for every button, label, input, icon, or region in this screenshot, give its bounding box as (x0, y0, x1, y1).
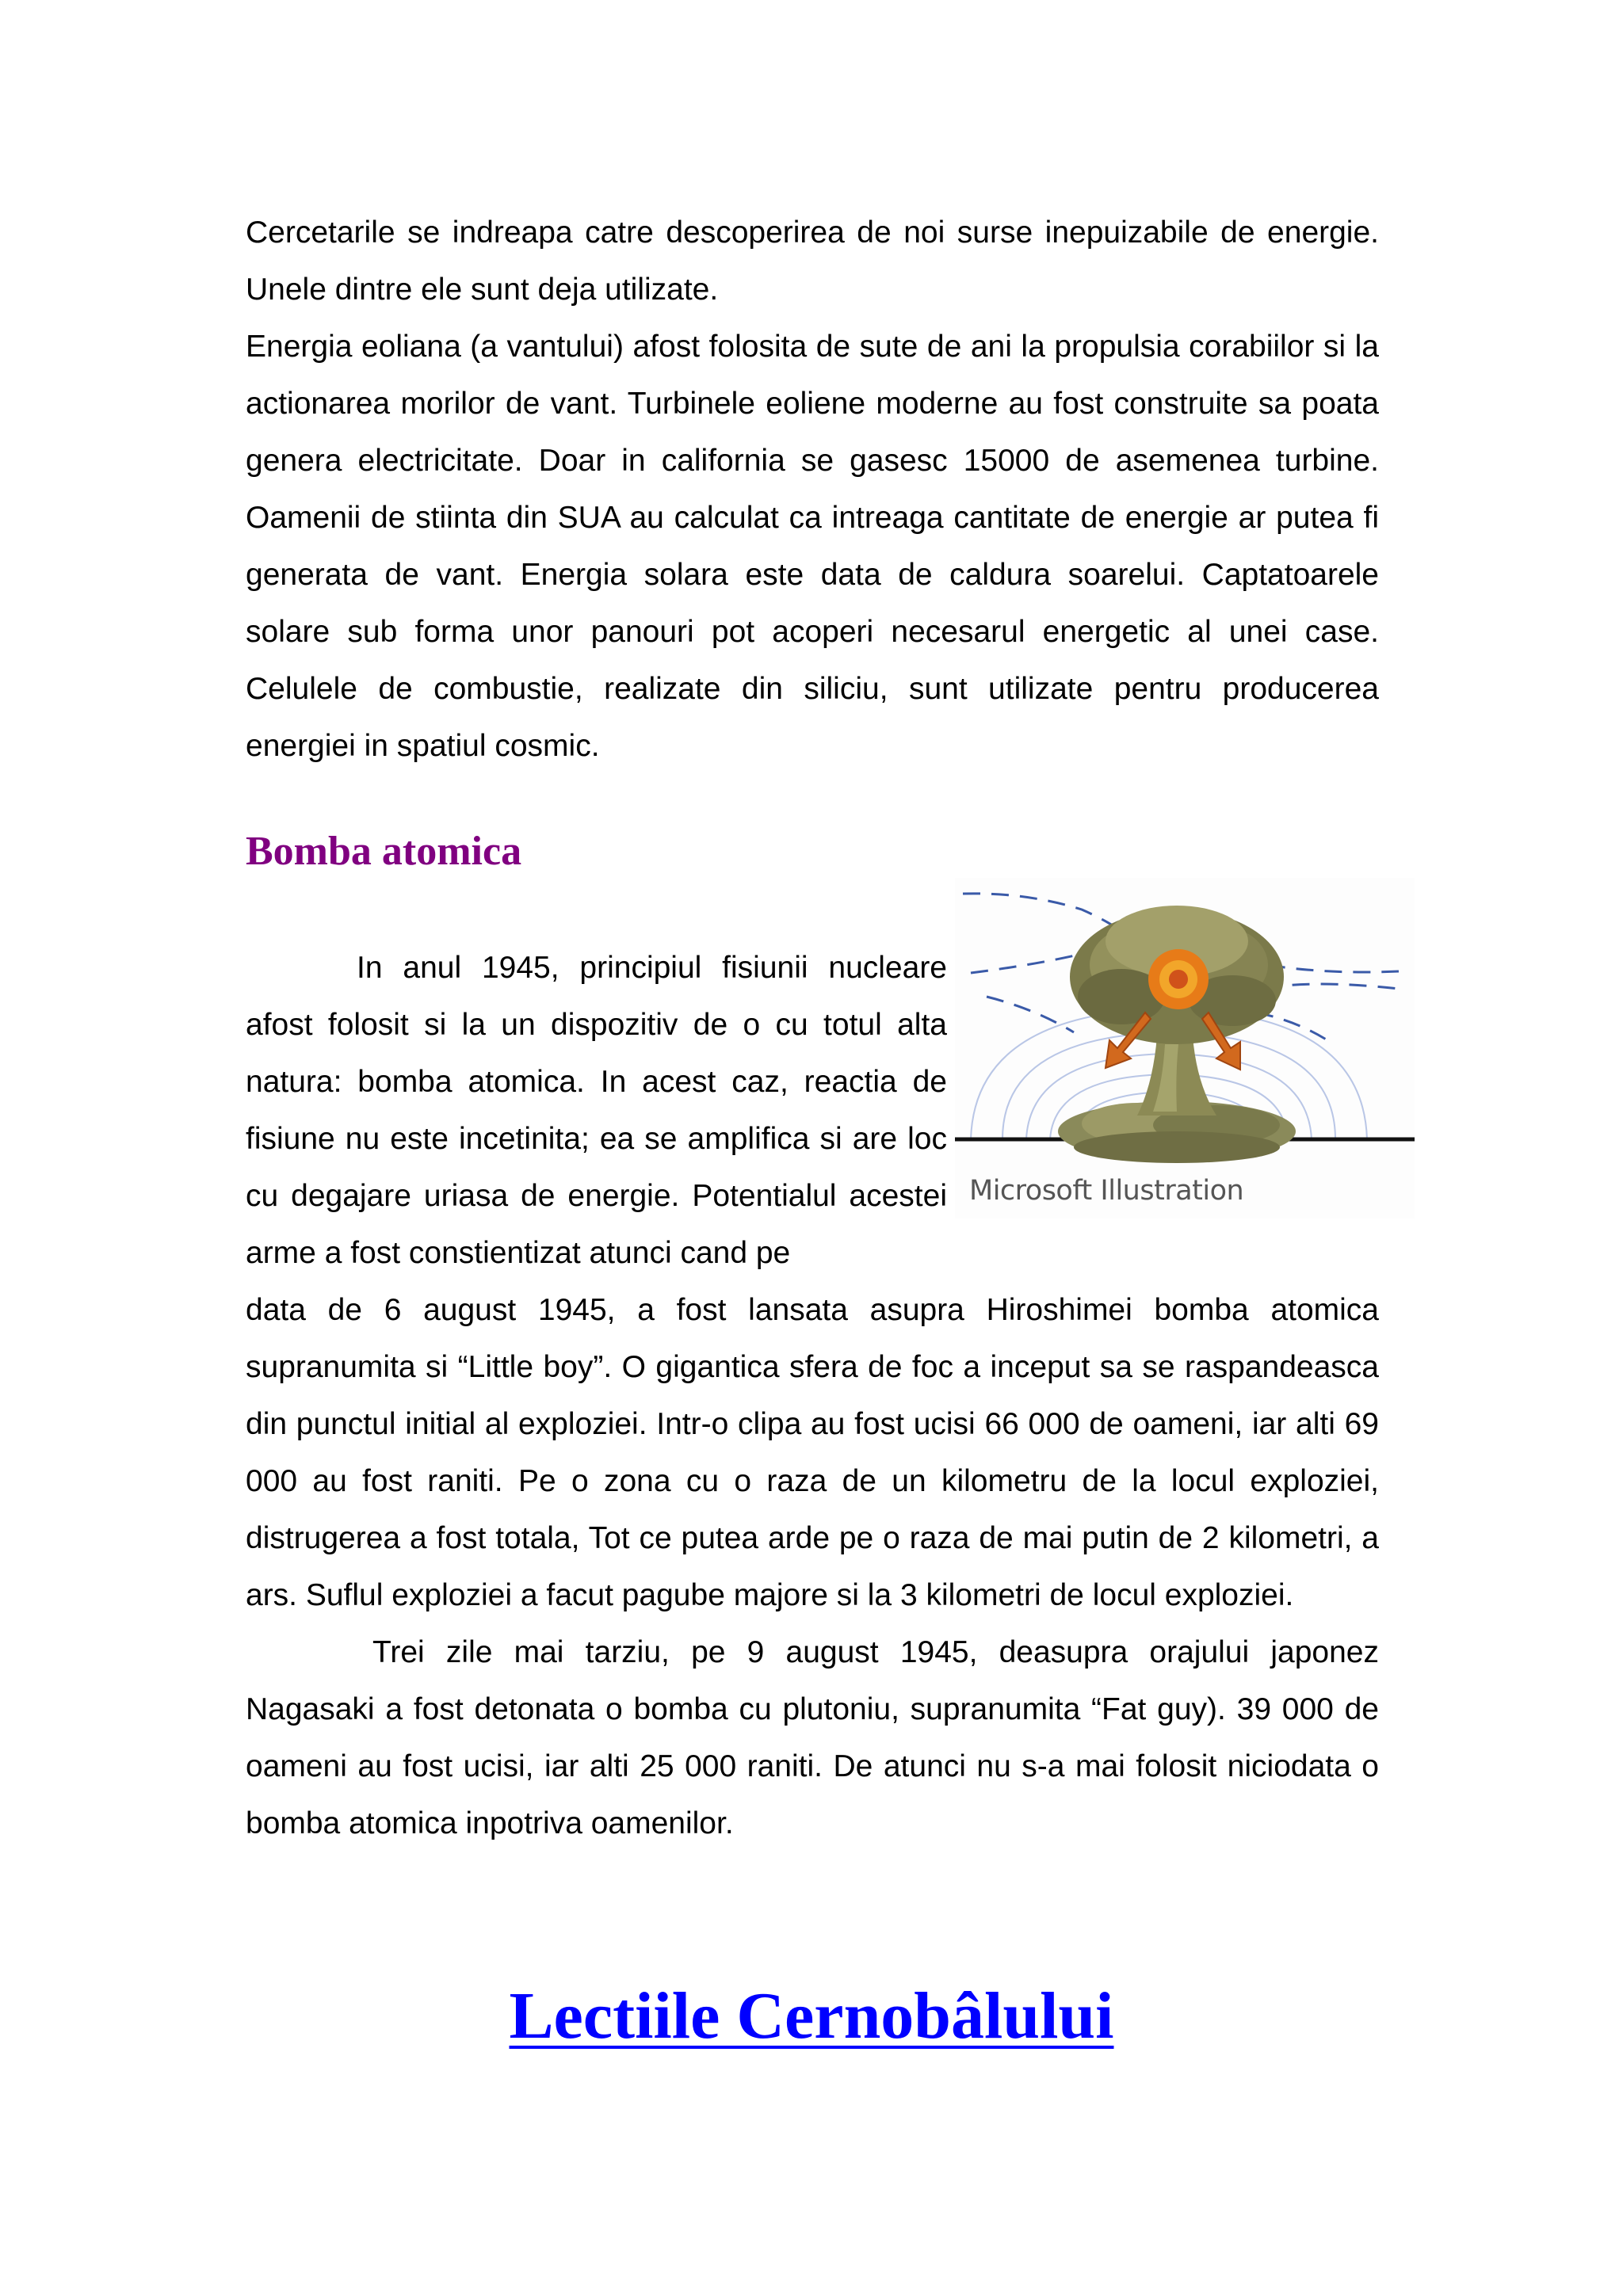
mushroom-cloud-icon (955, 878, 1415, 1219)
section-heading: Bomba atomica (246, 829, 522, 874)
chernobyl-lessons-link[interactable] (0, 1973, 1623, 2060)
continued-paragraph: data de 6 august 1945, a fost lansata asupra Hiroshimei bomba atomica supranumita si “Little boy”. O gigantica sfera de foc a inceput sa se raspandeasca din punctul initial al exploziei. Intr-o clipa au fost ucisi 66 000 de oameni, iar alti 69 000 au fost raniti. Pe o zona cu o raza de un kilometru de la locul exploziei, distrugerea a fost totala, Tot ce putea arde pe o raza de mai putin de 2 kilometri, a ars. Suflul exploziei a facut pagube majore si la 3 kilometri de locul exploziei. (246, 1293, 1379, 1612)
continued-text (246, 1282, 1379, 1852)
illustration-caption: Microsoft Illustration (969, 1175, 1244, 1207)
nagasaki-paragraph: Trei zile mai tarziu, pe 9 august 1945, deasupra orajului japonez Nagasaki a fost detonata o bomba cu plutoniu, supranumita “Fat guy). 39 000 de oameni au fost ucisi, iar alti 25 000 raniti. De atunci nu s-a mai folosit niciodata o bomba atomica inpotriva oamenilor. (246, 1635, 1379, 1840)
intro-paragraph-2: Energia eoliana (a vantului) afost folosita de sute de ani la propulsia corabiilor si la actionarea morilor de vant. Turbinele eoliene moderne au fost construite sa poata genera electricitate. Doar in california se gasesc 15000 de asemenea turbine. Oamenii de stiinta din SUA au calculat ca intreaga cantitate de energie ar putea fi generata de vant. Energia solara este data de caldura soarelui. Captatoarele solare sub forma unor panouri pot acoperi necesarul energetic al unei case. Celulele de combustie, realizate din siliciu, sunt utilizate pentru producerea energiei in spatiul cosmic. (246, 330, 1379, 763)
intro-paragraph-1: Cercetarile se indreapa catre descoperirea de noi surse inepuizabile de energie. Unele dintre ele sunt deja utilizate. (246, 215, 1379, 307)
float-paragraph: In anul 1945, principiul fisiunii nucleare afost folosit si la un dispozitiv de o cu totul alta natura: bomba atomica. In acest caz, reactia de fisiune nu este incetinita; ea se amplifica si are loc cu degajare uriasa de energie. Potentialul acestei arme a fost constientizat atunci cand pe (246, 951, 947, 1270)
mushroom-cloud-illustration (955, 878, 1415, 1219)
intro-text (246, 204, 1379, 775)
float-text-block (246, 940, 947, 1282)
chernobyl-lessons-link-text[interactable]: Lectiile Cernobâlului (509, 1979, 1114, 2053)
